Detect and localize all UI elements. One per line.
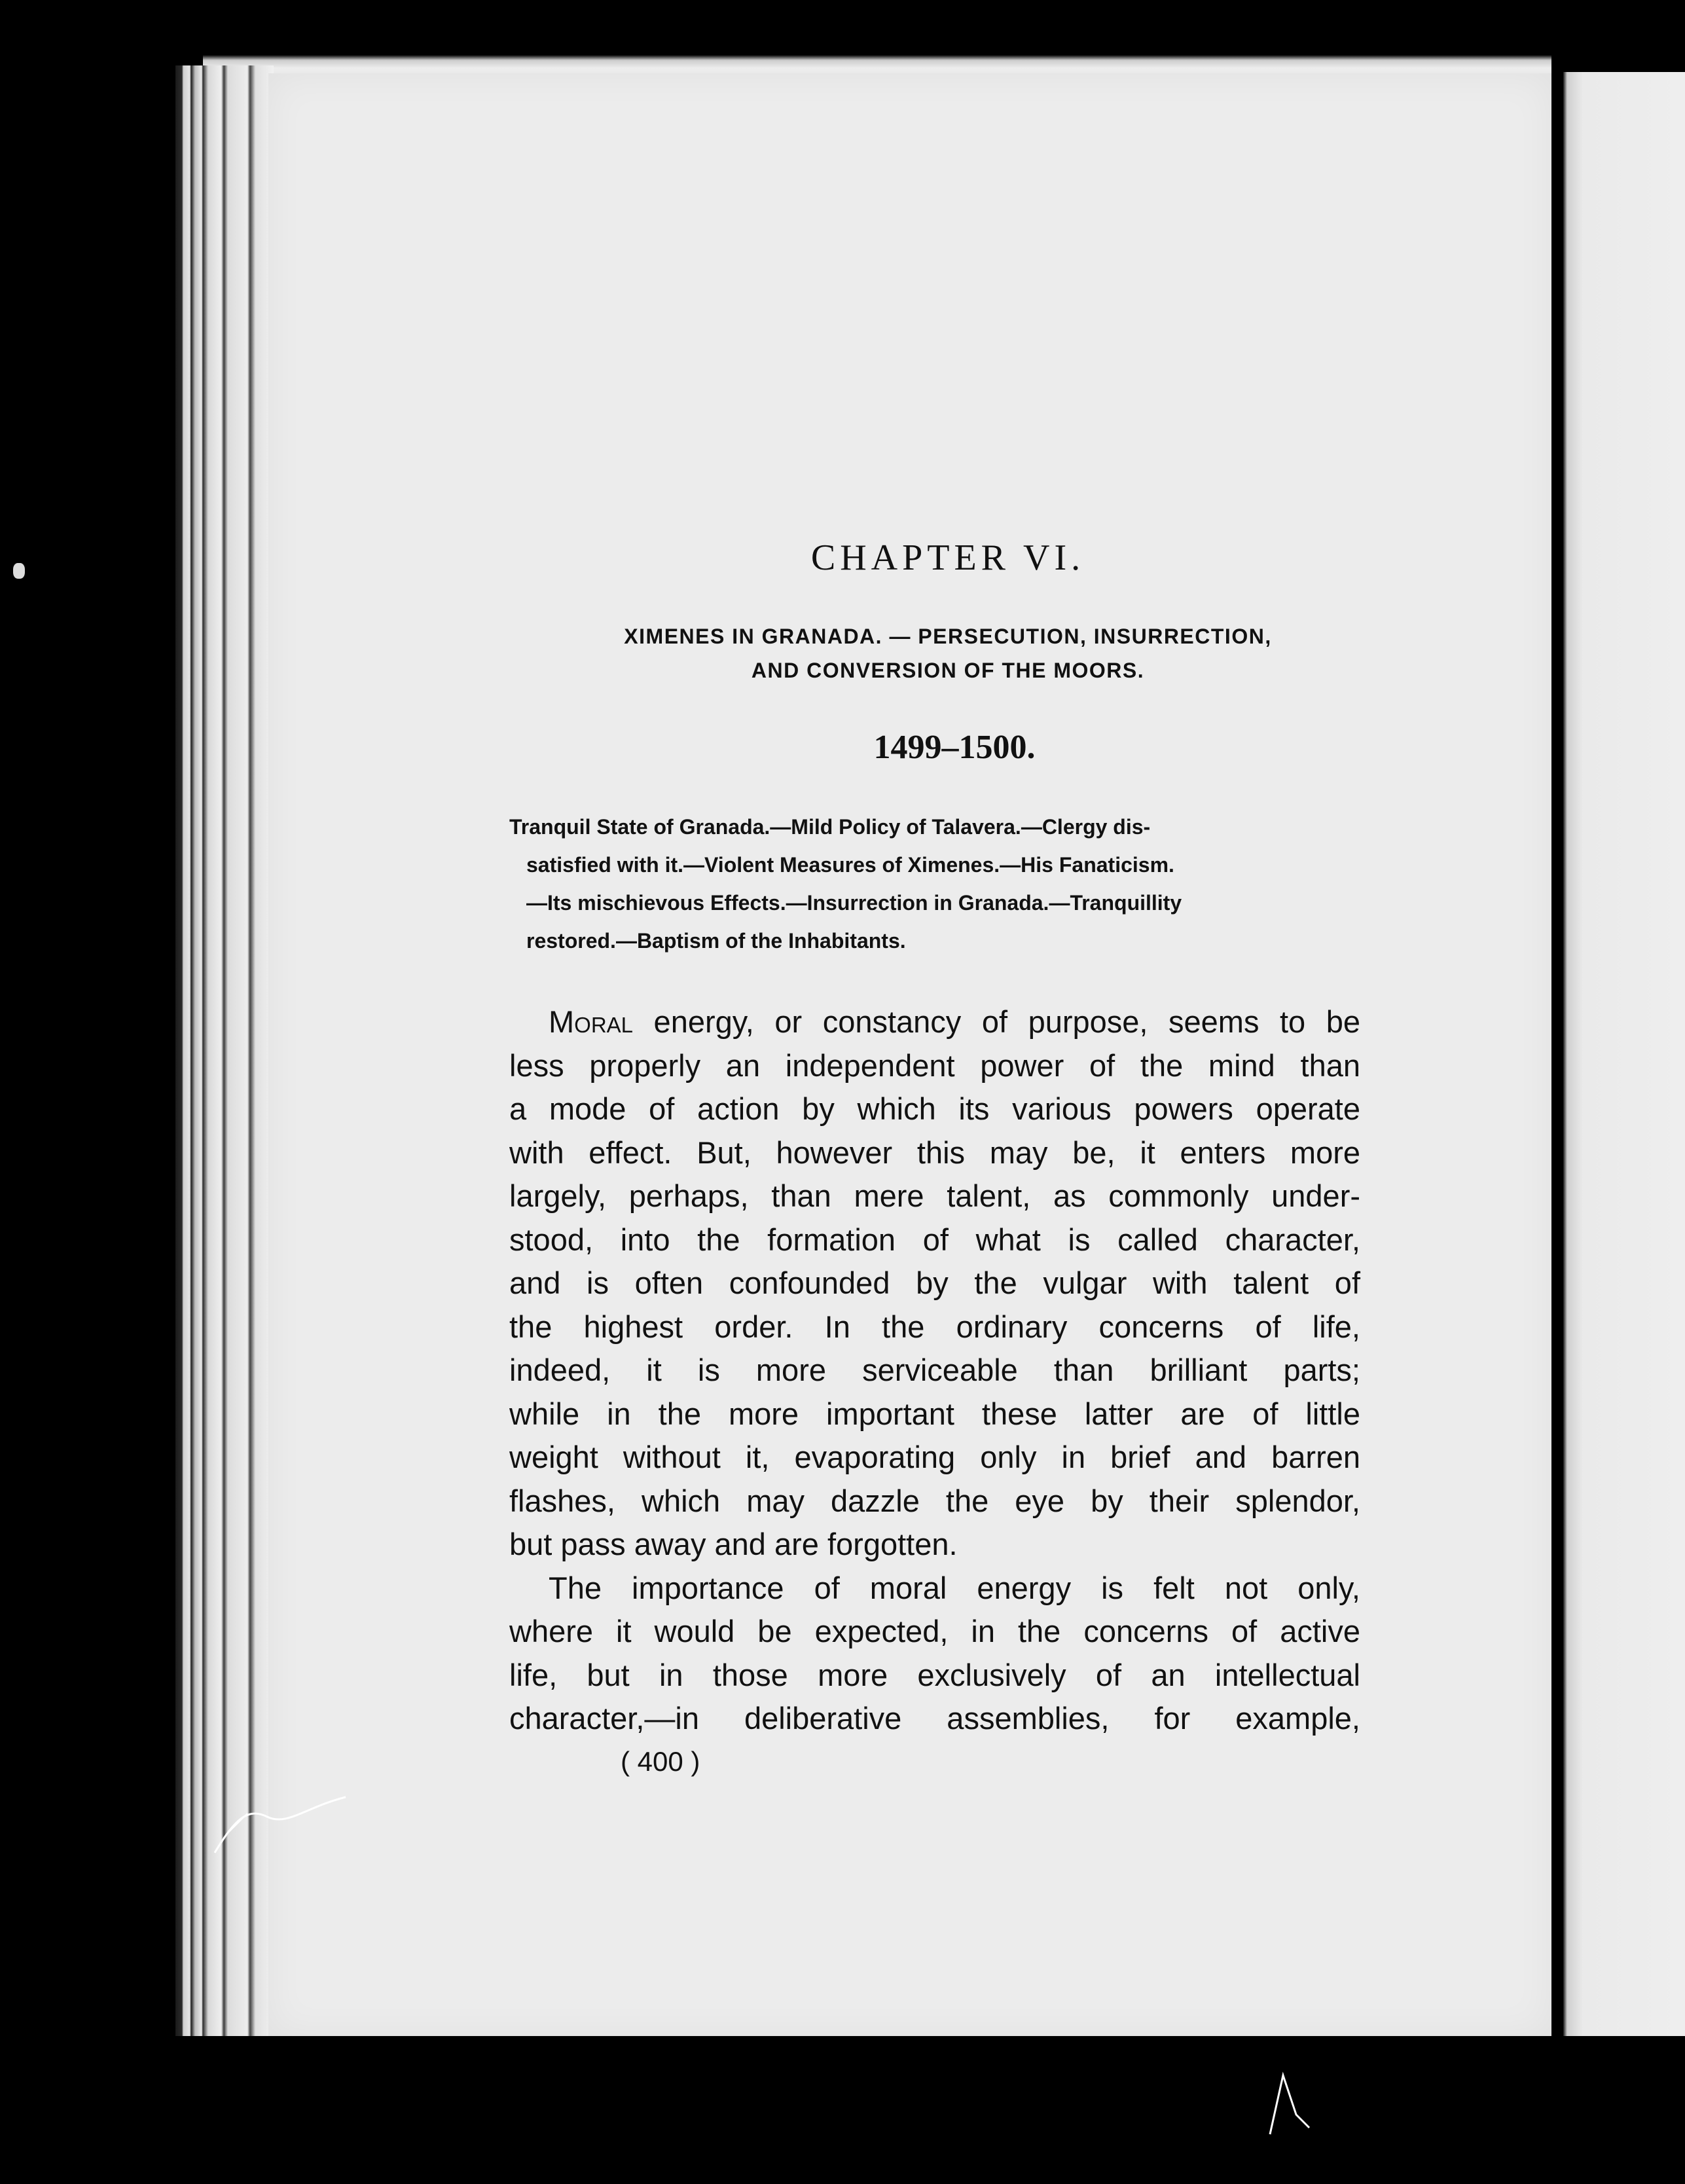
summary-line: satisfied with it.—Violent Measures of Ximenes.—His Fanaticism. xyxy=(526,853,1174,877)
body-line: weight without it, evaporating only in brief and barren xyxy=(509,1440,1360,1474)
scan-speck xyxy=(13,563,25,579)
summary-line: —Its mischievous Effects.—Insurrection in Granada.—Tranquillity xyxy=(526,891,1182,915)
body-line: where it would be expected, in the concerns of active xyxy=(509,1614,1360,1648)
chapter-summary xyxy=(509,808,1360,960)
body-line: indeed, it is more serviceable than brilliant parts; xyxy=(509,1353,1360,1387)
body-line: largely, perhaps, than mere talent, as commonly under- xyxy=(509,1178,1360,1213)
body-line: The importance of moral energy is felt not only, xyxy=(549,1570,1360,1605)
chapter-years: 1499–1500. xyxy=(873,729,1036,766)
body-text xyxy=(509,1000,1360,1741)
body-line: the highest order. In the ordinary concerns of life, xyxy=(509,1309,1360,1344)
body-line: less properly an independent power of the mind than xyxy=(509,1047,1360,1083)
body-line xyxy=(509,1000,1360,1044)
body-line-text: energy, or constancy of purpose, seems to be xyxy=(633,1004,1360,1039)
chapter-subtitle-line: AND CONVERSION OF THE MOORS. xyxy=(751,659,1145,682)
scan-mark xyxy=(208,1768,378,1866)
body-line: but pass away and are forgotten. xyxy=(509,1527,958,1561)
facing-page-edge xyxy=(1563,72,1685,2036)
body-line: and is often confounded by the vulgar with talent of xyxy=(509,1265,1360,1300)
body-line: character,—in deliberative assemblies, for example, xyxy=(509,1701,1360,1736)
body-line: while in the more important these latter are of little xyxy=(509,1396,1360,1431)
lead-word: Moral xyxy=(549,1004,634,1039)
body-line: stood, into the formation of what is called character, xyxy=(509,1222,1360,1257)
body-line: flashes, which may dazzle the eye by their splendor, xyxy=(509,1483,1360,1518)
page-content xyxy=(509,537,1360,1780)
book-page-stack xyxy=(175,65,274,2036)
page-top-edge xyxy=(203,55,1551,75)
chapter-title: CHAPTER VI. xyxy=(810,537,1085,578)
body-line: with effect. But, however this may be, it enters more xyxy=(509,1135,1360,1170)
summary-line: restored.—Baptism of the Inhabitants. xyxy=(526,929,906,953)
chapter-subtitle xyxy=(535,619,1360,687)
body-line: a mode of action by which its various powers operate xyxy=(509,1091,1360,1126)
chapter-subtitle-line: XIMENES IN GRANADA. — PERSECUTION, INSURRECTION, xyxy=(624,625,1272,648)
summary-line: Tranquil State of Granada.—Mild Policy of Talavera.—Clergy dis- xyxy=(509,815,1151,839)
page-number: ( 400 ) xyxy=(621,1745,700,1777)
scan-mark-bottom xyxy=(1257,2062,1322,2141)
body-line: life, but in those more exclusively of an intellectual xyxy=(509,1657,1360,1692)
